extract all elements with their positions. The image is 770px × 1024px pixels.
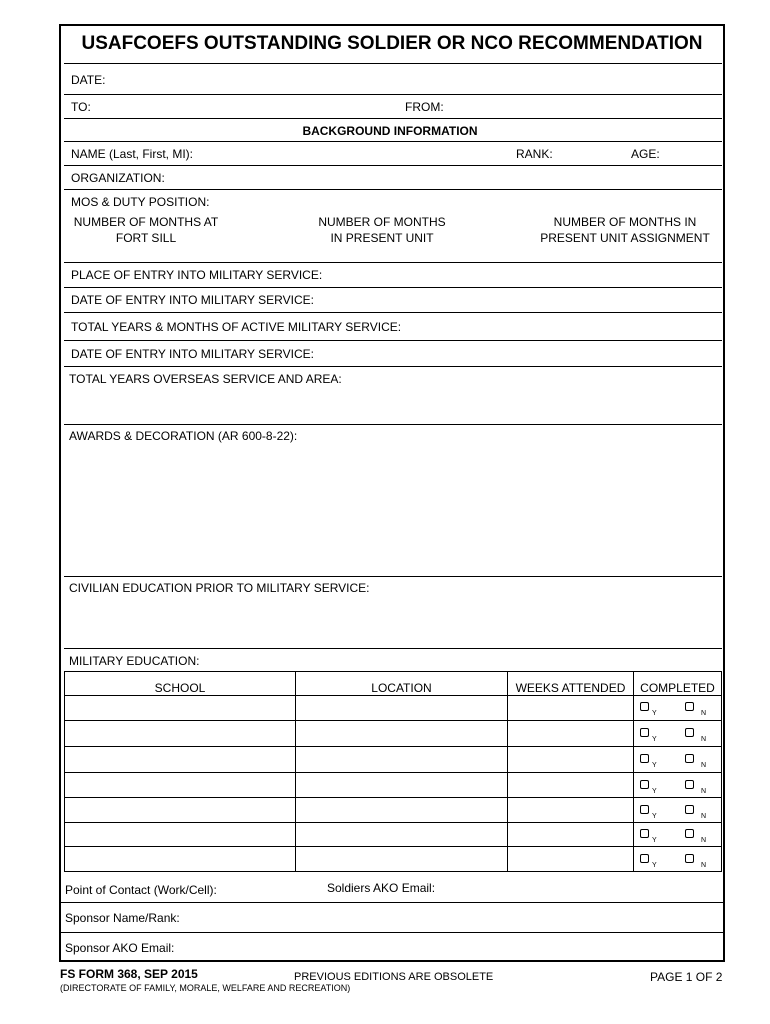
completed-yes-checkbox[interactable] xyxy=(640,854,649,863)
checkbox-no-label: N xyxy=(701,736,707,743)
checkbox-yes-label: Y xyxy=(652,862,657,869)
divider xyxy=(64,63,722,64)
divider xyxy=(64,262,722,263)
divider xyxy=(64,746,722,747)
divider xyxy=(64,671,722,672)
completed-yes-checkbox[interactable] xyxy=(640,754,649,763)
directorate-note: (DIRECTORATE OF FAMILY, MORALE, WELFARE AND RECREATION) xyxy=(60,983,351,993)
to-field-label: TO: xyxy=(71,100,91,114)
months-unit-label: NUMBER OF MONTHS xyxy=(318,215,446,229)
location-column-header: LOCATION xyxy=(371,681,432,695)
months-fort-sill-label: FORT SILL xyxy=(115,231,177,245)
place-of-entry-label: PLACE OF ENTRY INTO MILITARY SERVICE: xyxy=(71,268,323,282)
completed-yes-checkbox[interactable] xyxy=(640,829,649,838)
completed-no-checkbox[interactable] xyxy=(685,829,694,838)
divider xyxy=(64,720,722,721)
divider xyxy=(61,932,723,933)
completed-no-checkbox[interactable] xyxy=(685,728,694,737)
table-border xyxy=(64,671,65,871)
checkbox-yes-label: Y xyxy=(652,837,657,844)
date-of-entry-label: DATE OF ENTRY INTO MILITARY SERVICE: xyxy=(71,347,314,361)
checkbox-yes-label: Y xyxy=(652,813,657,820)
divider xyxy=(64,189,722,190)
checkbox-yes-label: Y xyxy=(652,788,657,795)
table-column-divider xyxy=(295,671,296,871)
form-number: FS FORM 368, SEP 2015 xyxy=(60,967,198,981)
point-of-contact-label: Point of Contact (Work/Cell): xyxy=(65,883,217,897)
months-assignment-label: PRESENT UNIT ASSIGNMENT xyxy=(540,231,710,245)
completed-column-header: COMPLETED xyxy=(640,681,715,695)
completed-yes-checkbox[interactable] xyxy=(640,805,649,814)
obsolete-notice: PREVIOUS EDITIONS ARE OBSOLETE xyxy=(294,971,494,983)
school-column-header: SCHOOL xyxy=(154,681,206,695)
months-fort-sill-label: NUMBER OF MONTHS AT xyxy=(73,215,219,229)
age-field-label: AGE: xyxy=(631,147,660,161)
military-education-label: MILITARY EDUCATION: xyxy=(69,654,200,668)
awards-label: AWARDS & DECORATION (AR 600-8-22): xyxy=(69,429,298,443)
checkbox-yes-label: Y xyxy=(652,736,657,743)
date-of-entry-label: DATE OF ENTRY INTO MILITARY SERVICE: xyxy=(71,293,314,307)
checkbox-no-label: N xyxy=(701,862,707,869)
divider xyxy=(64,797,722,798)
completed-no-checkbox[interactable] xyxy=(685,754,694,763)
divider xyxy=(64,141,722,142)
checkbox-no-label: N xyxy=(701,710,707,717)
divider xyxy=(64,287,722,288)
completed-no-checkbox[interactable] xyxy=(685,805,694,814)
divider xyxy=(64,340,722,341)
divider xyxy=(64,94,722,95)
divider xyxy=(64,576,722,577)
completed-no-checkbox[interactable] xyxy=(685,780,694,789)
divider xyxy=(64,822,722,823)
background-section-header: BACKGROUND INFORMATION xyxy=(302,124,478,138)
checkbox-no-label: N xyxy=(701,837,707,844)
soldier-ako-email-label: Soldiers AKO Email: xyxy=(327,881,436,895)
divider xyxy=(64,772,722,773)
overseas-service-label: TOTAL YEARS OVERSEAS SERVICE AND AREA: xyxy=(69,372,342,386)
total-active-service-label: TOTAL YEARS & MONTHS OF ACTIVE MILITARY SERVICE: xyxy=(71,320,402,334)
months-unit-label: IN PRESENT UNIT xyxy=(330,231,434,245)
form-title: USAFCOEFS OUTSTANDING SOLDIER OR NCO RECOMMENDATION xyxy=(81,33,703,54)
divider xyxy=(64,312,722,313)
from-field-label: FROM: xyxy=(405,100,444,114)
divider xyxy=(64,871,722,872)
divider xyxy=(64,648,722,649)
divider xyxy=(61,902,723,903)
divider xyxy=(64,165,722,166)
divider xyxy=(64,366,722,367)
date-field-label: DATE: xyxy=(71,73,106,87)
table-column-divider xyxy=(633,671,634,871)
weeks-column-header: WEEKS ATTENDED xyxy=(515,681,626,695)
rank-field-label: RANK: xyxy=(516,147,553,161)
checkbox-no-label: N xyxy=(701,788,707,795)
divider xyxy=(64,846,722,847)
page-number: PAGE 1 OF 2 xyxy=(650,970,723,984)
completed-yes-checkbox[interactable] xyxy=(640,728,649,737)
completed-no-checkbox[interactable] xyxy=(685,854,694,863)
organization-field-label: ORGANIZATION: xyxy=(71,171,165,185)
months-assignment-label: NUMBER OF MONTHS IN xyxy=(553,215,697,229)
table-column-divider xyxy=(507,671,508,871)
checkbox-no-label: N xyxy=(701,813,707,820)
mos-field-label: MOS & DUTY POSITION: xyxy=(71,195,210,209)
checkbox-yes-label: Y xyxy=(652,710,657,717)
divider xyxy=(64,118,722,119)
table-border xyxy=(721,671,722,871)
completed-no-checkbox[interactable] xyxy=(685,702,694,711)
completed-yes-checkbox[interactable] xyxy=(640,780,649,789)
completed-yes-checkbox[interactable] xyxy=(640,702,649,711)
sponsor-name-rank-label: Sponsor Name/Rank: xyxy=(65,911,180,925)
civilian-education-label: CIVILIAN EDUCATION PRIOR TO MILITARY SERVICE: xyxy=(69,581,370,595)
divider xyxy=(64,695,722,696)
name-field-label: NAME (Last, First, MI): xyxy=(71,147,194,161)
sponsor-ako-email-label: Sponsor AKO Email: xyxy=(65,941,175,955)
divider xyxy=(64,424,722,425)
checkbox-yes-label: Y xyxy=(652,762,657,769)
checkbox-no-label: N xyxy=(701,762,707,769)
